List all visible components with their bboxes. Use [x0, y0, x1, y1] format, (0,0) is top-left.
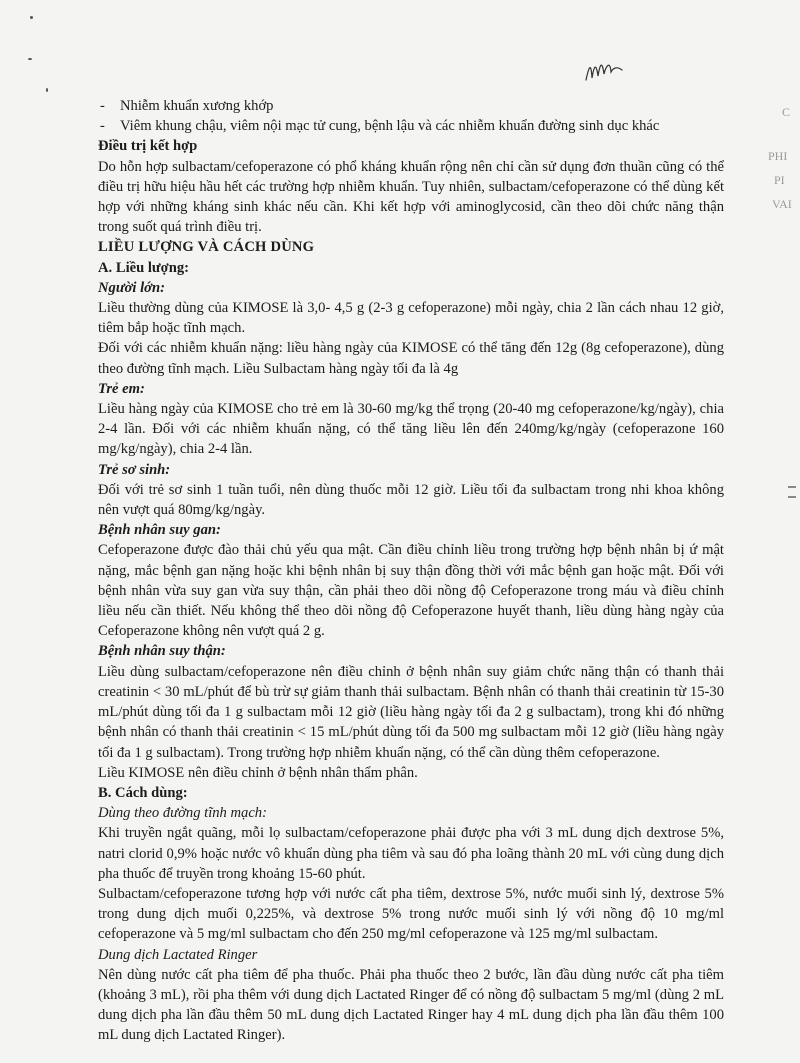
subheading-kidney: Bệnh nhân suy thận: [98, 643, 226, 660]
paragraph: Liều thường dùng của KIMOSE là 3,0- 4,5 g (2-3 g cefoperazone) mỗi ngày, chia 2 lần cách nhau 12 giờ, tiêm bắp hoặc tĩnh mạch. [98, 300, 724, 337]
subheading-adults: Người lớn: [98, 279, 165, 296]
paragraph: Cefoperazone được đào thải chủ yếu qua mật. Cần điều chỉnh liều trong trường hợp bệnh nhân bị ứ mật nặng, mắc bệnh gan nặng hoặc khi bệnh nhân bị suy thận đồng thời với mắc bệnh gan hoặc mật. Đối với bệnh nhân vừa suy gan vừa suy thận, cần phải theo dõi nồng độ Cefoperazone trong máu và điều chỉnh liều nếu cần thiết. Nếu không thể theo dõi nồng độ Cefoperazone huyết thanh, liều dùng hàng ngày của Cefoperazone không nên vượt quá 2 g. [98, 542, 724, 640]
list-item: - Nhiễm khuẩn xương khớp [100, 98, 274, 114]
paragraph: Liều KIMOSE nên điều chỉnh ở bệnh nhân thẩm phân. [98, 764, 418, 781]
document-body [98, 96, 724, 1046]
paragraph: Sulbactam/cefoperazone tương hợp với nước cất pha tiêm, dextrose 5%, nước muối sinh lý, dextrose 5% trong dung dịch muối 0,225%, và dextrose 5% trong nước muối sinh lý với nồng độ 10 mg/ml cefoperazone và 5 mg/ml sulbactam cho đến 250 mg/ml cefoperazone và 125 mg/ml sulbactam. [98, 885, 724, 943]
scan-speck [46, 88, 48, 92]
paragraph: Liều dùng sulbactam/cefoperazone nên điều chỉnh ở bệnh nhân suy giảm chức năng thận có thanh thải creatinin < 30 mL/phút để bù trừ sự giảm thanh thải sulbactam. Bệnh nhân có thanh thải creatinin từ 15-30 mL/phút dùng tối đa 1 g sulbactam mỗi 12 giờ (liều hàng ngày tối đa 2 g sulbactam), trong khi đó những bệnh nhân có thanh thải creatinin < 15 mL/phút dùng tối đa 500 mg sulbactam mỗi 12 giờ (liều hàng ngày tối đa 1 g sulbactam). Trong trường hợp nhiễm khuẩn nặng, có thể cần dùng thêm cefoperazone. [98, 663, 724, 761]
edge-mark [788, 486, 796, 488]
section-heading: Điều trị kết hợp [98, 138, 198, 155]
list-item: - Viêm khung chậu, viêm nội mạc tử cung, bệnh lậu và các nhiễm khuẩn đường sinh dục khác [100, 118, 660, 135]
paragraph: Do hỗn hợp sulbactam/cefoperazone có phổ kháng khuẩn rộng nên chỉ cần sử dụng đơn thuần cũng có thể điều trị hữu hiệu hầu hết các trường hợp nhiễm khuẩn. Tuy nhiên, sulbactam/cefoperazone có thể dùng kết hợp với những kháng sinh khác nếu cần. Khi kết hợp với aminoglycosid, cần theo dõi chức năng thận trong suốt quá trình điều trị. [98, 158, 724, 236]
paragraph: Nên dùng nước cất pha tiêm để pha thuốc. Phải pha thuốc theo 2 bước, lần đầu dùng nước cất pha tiêm (khoảng 3 mL), rồi pha thêm với dung dịch Lactated Ringer để có nồng độ sulbactam 5 mg/ml (dùng 2 mL dung dịch pha lần đầu thêm 50 mL dung dịch Lactated Ringer hay 4 mL dung dịch pha lần đầu thêm 100 mL dung dịch Lactated Ringer). [98, 966, 724, 1044]
scan-speck [28, 58, 32, 60]
paragraph: Đối với các nhiễm khuẩn nặng: liều hàng ngày của KIMOSE có thể tăng đến 12g (8g cefoperazone), dùng theo đường tĩnh mạch. Liều Sulbactam hàng ngày tối đa là 4g [98, 340, 724, 377]
scan-speck [30, 16, 33, 19]
subheading-newborn: Trẻ sơ sinh: [98, 461, 171, 478]
subheading-iv: Dùng theo đường tĩnh mạch: [98, 805, 267, 822]
subheading-liver: Bệnh nhân suy gan: [98, 522, 221, 539]
subsection-heading: A. Liều lượng: [98, 259, 190, 276]
edge-stamp: C PHI PI VAI [768, 105, 792, 211]
edge-mark [788, 496, 796, 498]
subheading-children: Trẻ em: [98, 380, 145, 397]
subsection-heading: B. Cách dùng: [98, 784, 188, 801]
paragraph: Khi truyền ngắt quãng, mỗi lọ sulbactam/cefoperazone phải được pha với 3 mL dung dịch dextrose 5%, natri clorid 0,9% hoặc nước vô khuẩn dùng pha tiêm và sau đó pha loãng thành 20 mL với cùng dung dịch pha thuốc để truyền trong khoảng 15-60 phút. [98, 825, 724, 882]
subheading-ringer: Dung dịch Lactated Ringer [98, 946, 258, 963]
initials-signature-icon [584, 56, 624, 84]
section-title: LIỀU LƯỢNG VÀ CÁCH DÙNG [98, 239, 315, 256]
paragraph: Đối với trẻ sơ sinh 1 tuần tuổi, nên dùng thuốc mỗi 12 giờ. Liều tối đa sulbactam trong nhi khoa không nên vượt quá 80mg/kg/ngày. [98, 481, 724, 519]
paragraph: Liều hàng ngày của KIMOSE cho trẻ em là 30-60 mg/kg thể trọng (20-40 mg cefoperazone/kg/ngày), chia 2-4 lần. Đối với các nhiễm khuẩn nặng, có thể tăng liều lên đến 240mg/kg/ngày (cefoperazone 160 mg/kg/ngày), chia 2-4 lần. [98, 401, 724, 458]
